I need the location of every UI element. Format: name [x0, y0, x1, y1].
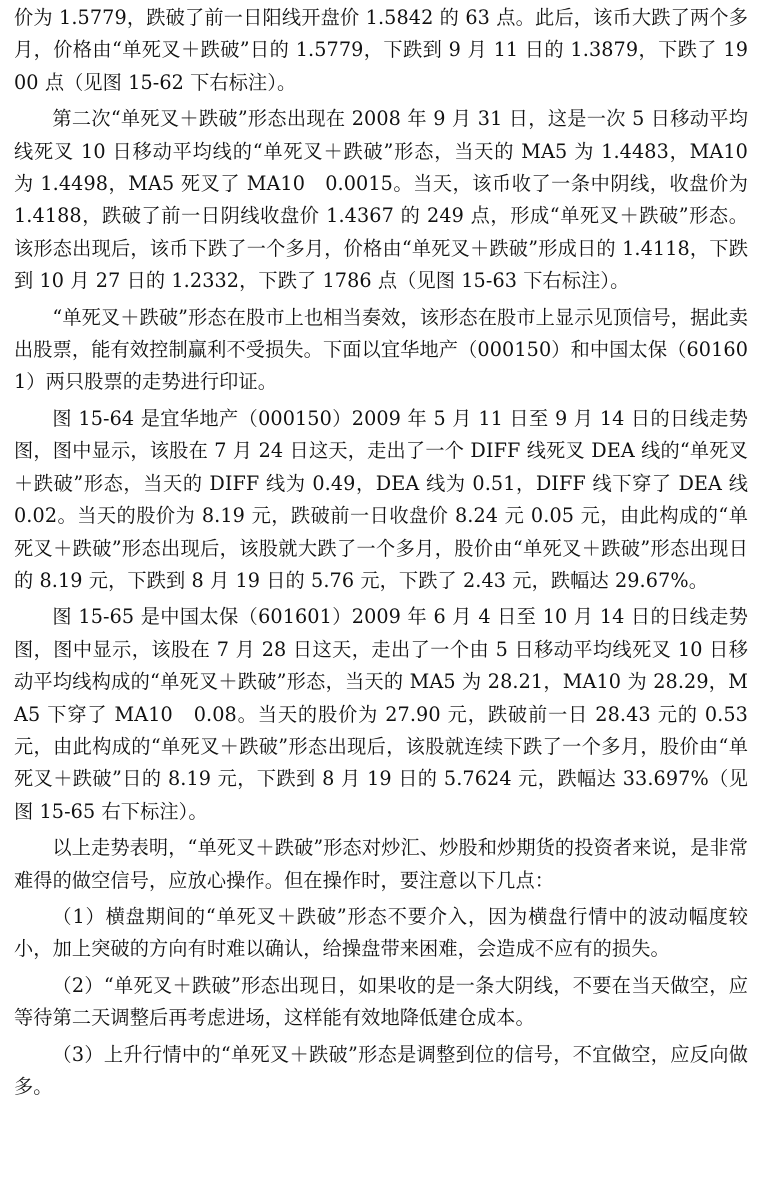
list-item-note-3: （3）上升行情中的“单死叉＋跌破”形态是调整到位的信号，不宜做空，应反向做多。: [14, 1042, 748, 1098]
list-item-note-2: （2）“单死叉＋跌破”形态出现日，如果收的是一条大阴线，不要在当天做空，应等待第二天调整后再考虑进场，这样能有效地降低建仓成本。: [14, 973, 748, 1030]
paragraph-figure-15-64: 图 15-64 是宜华地产（000150）2009 年 5 月 11 日至 9 月 14 日的日线走势图，图中显示，该股在 7 月 24 日这天，走出了一个 DIFF 线死叉 DEA 线的“单死叉＋跌破”形态，当天的 DIFF 线为 0.49，DEA 线为 0.51，DIFF 线下穿了 DEA 线 0.02。当天的股价为 8.19 元，跌破前一日收盘价 8.24 元 0.05 元，由此构成的“单死叉＋跌破”形态出现后，该股就大跌了一个多月，股价由“单死叉＋跌破”形态出现日的 8.19 元，下跌到 8 月 19 日的 5.76 元，下跌了 2.43 元，跌幅达 29.67%。: [14, 406, 748, 592]
paragraph-stock-market: “单死叉＋跌破”形态在股市上也相当奏效，该形态在股市上显示见顶信号，据此卖出股票，能有效控制赢利不受损失。下面以宜华地产（000150）和中国太保（601601）两只股票的走势进行印证。: [14, 305, 748, 394]
paragraph-second-pattern: 第二次“单死叉＋跌破”形态出现在 2008 年 9 月 31 日，这是一次 5 日移动平均线死叉 10 日移动平均线的“单死叉＋跌破”形态，当天的 MA5 为 1.4483，MA10 为 1.4498，MA5 死叉了 MA10 0.0015。当天，该币收了一条中阴线，收盘价为 1.4188，跌破了前一日阴线收盘价 1.4367 的 249 点，形成“单死叉＋跌破”形态。该形态出现后，该币下跌了一个多月，价格由“单死叉＋跌破”形成日的 1.4118，下跌到 10 月 27 日的 1.2332，下跌了 1786 点（见图 15-63 下右标注）。: [14, 107, 748, 293]
paragraph-figure-15-65: 图 15-65 是中国太保（601601）2009 年 6 月 4 日至 10 月 14 日的日线走势图，图中显示，该股在 7 月 28 日这天，走出了一个由 5 日移动平均线死叉 10 日移动平均线构成的“单死叉＋跌破”形态，当天的 MA5 为 28.21，MA10 为 28.29，MA5 下穿了 MA10 0.08。当天的股价为 27.90 元，跌破前一日 28.43 元的 0.53 元，由此构成的“单死叉＋跌破”形态出现后，该股就连续下跌了一个多月，股价由“单死叉＋跌破”日的 8.19 元，下跌到 8 月 19 日的 5.7624 元，跌幅达 33.697%（见图 15-65 右下标注）。: [14, 605, 748, 823]
list-item-note-1: （1）横盘期间的“单死叉＋跌破”形态不要介入，因为横盘行情中的波动幅度较小，加上突破的方向有时难以确认，给操盘带来困难，会造成不应有的损失。: [14, 904, 748, 961]
paragraph-continuation: 价为 1.5779，跌破了前一日阳线开盘价 1.5842 的 63 点。此后，该币大跌了两个多月，价格由“单死叉＋跌破”日的 1.5779，下跌到 9 月 11 日的 1.3879，下跌了 1900 点（见图 15-62 下右标注）。: [14, 6, 748, 94]
paragraph-summary: 以上走势表明，“单死叉＋跌破”形态对炒汇、炒股和炒期货的投资者来说，是非常难得的做空信号，应放心操作。但在操作时，要注意以下几点：: [14, 836, 748, 892]
